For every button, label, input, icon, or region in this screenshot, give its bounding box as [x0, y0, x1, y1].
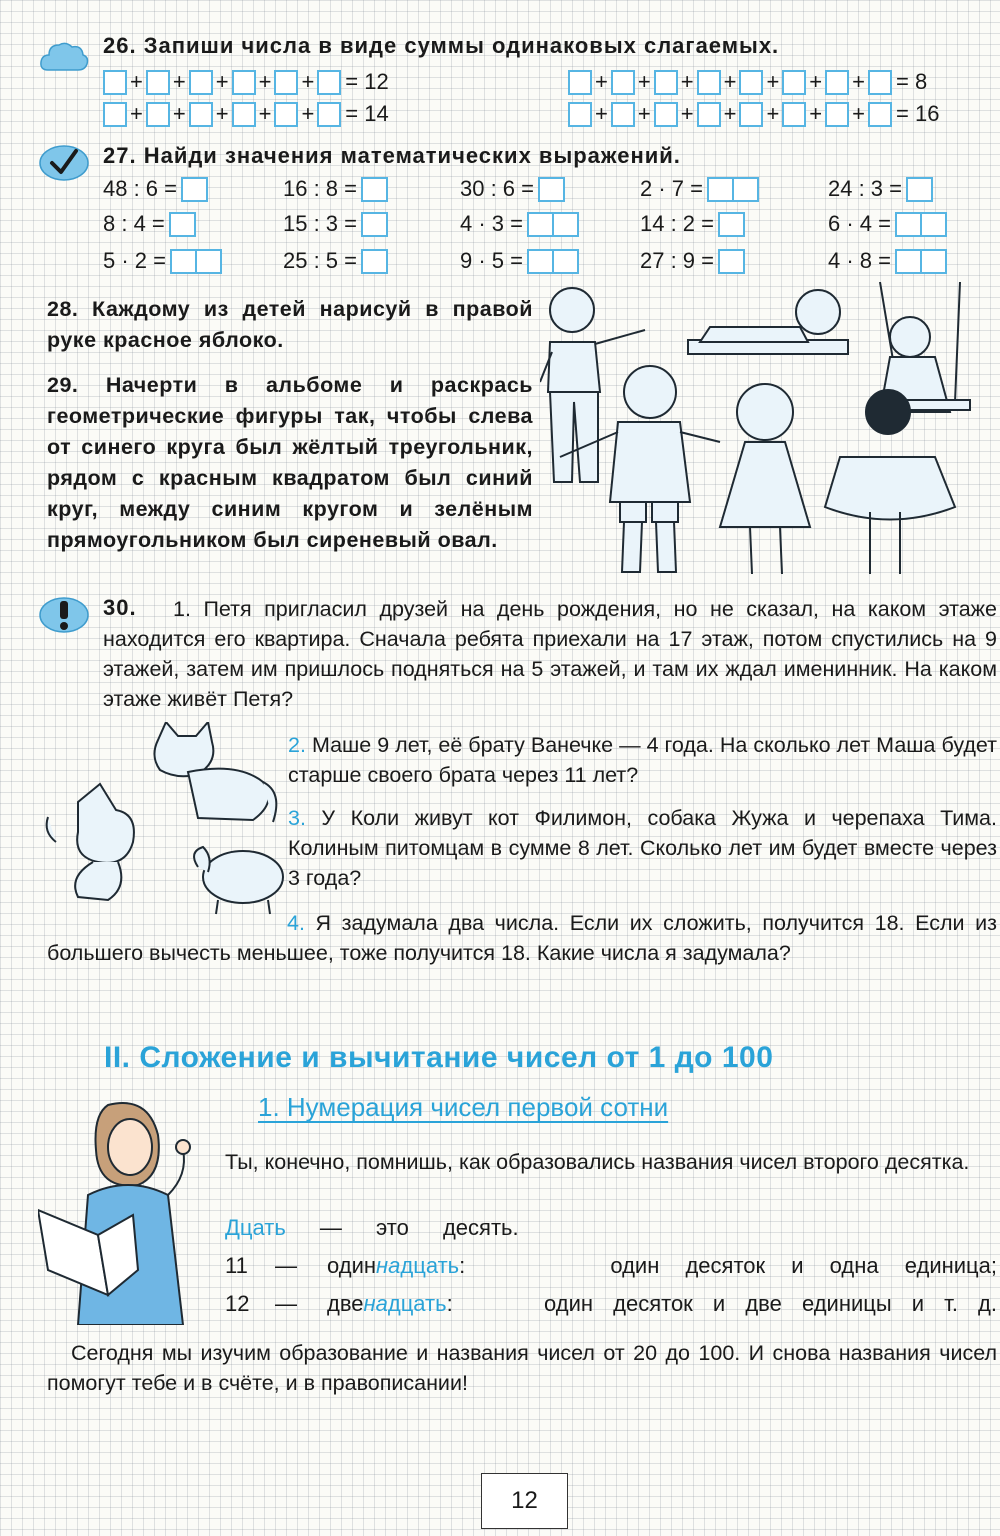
word-11-a: один — [327, 1253, 377, 1278]
plus-sign: + — [215, 69, 229, 94]
answer-box[interactable] — [611, 70, 635, 95]
answer-box[interactable] — [552, 212, 579, 237]
plus-sign: + — [595, 69, 608, 94]
colon-11: : — [459, 1253, 466, 1278]
answer-box[interactable] — [568, 70, 592, 95]
plus-sign: + — [766, 101, 780, 126]
math-expression — [828, 211, 947, 237]
expression-text: 15 : 3 = — [283, 211, 358, 236]
answer-box[interactable] — [782, 102, 806, 127]
answer-box[interactable] — [274, 102, 298, 127]
dcat-line — [225, 1215, 519, 1241]
section-title: II. Сложение и вычитание чисел от 1 до 100 — [104, 1041, 774, 1074]
num-11: 11 — [225, 1253, 248, 1278]
part3-text: У Коли живут кот Филимон, собака Жужа и черепаха Тима. Колиным питомцам в сумме 8 лет. Сколько лет им будет вместе через 3 года? — [288, 806, 997, 890]
answer-box[interactable] — [103, 102, 127, 127]
math-expression — [283, 211, 388, 237]
plus-sign: + — [809, 101, 823, 126]
plus-sign: + — [637, 69, 651, 94]
math-expression — [103, 211, 196, 237]
dcat-rest: — это десять. — [319, 1215, 519, 1240]
desc-11: один десяток и одна единица; — [610, 1253, 997, 1278]
section-subtitle: 1. Нумерация чисел первой сотни — [258, 1092, 669, 1122]
math-expression — [283, 176, 388, 202]
answer-box[interactable] — [782, 70, 806, 95]
plus-sign: + — [766, 69, 780, 94]
task30-part2 — [288, 730, 997, 790]
math-expression — [640, 176, 759, 202]
answer-box[interactable] — [868, 102, 892, 127]
intro-text: Ты, конечно, помнишь, как образовались названия чисел второго десятка. — [225, 1150, 970, 1174]
answer-box[interactable] — [189, 70, 213, 95]
plus-sign: + — [852, 69, 866, 94]
math-expression — [460, 248, 579, 274]
answer-box[interactable] — [361, 177, 388, 202]
plus-sign: + — [130, 69, 143, 94]
sum-result: = 16 — [896, 101, 940, 126]
sum-result: = 12 — [345, 69, 389, 94]
plus-sign: + — [215, 101, 229, 126]
answer-box[interactable] — [654, 70, 678, 95]
math-expression — [460, 176, 565, 202]
task26-title: 26. Запиши числа в виде суммы одинаковых слагаемых. — [103, 33, 780, 58]
math-expression — [103, 248, 222, 274]
word-12-a: две — [327, 1291, 364, 1316]
expression-text: 27 : 9 = — [640, 248, 715, 273]
answer-box[interactable] — [718, 249, 745, 274]
answer-box[interactable] — [189, 102, 213, 127]
answer-box[interactable] — [232, 70, 256, 95]
answer-box[interactable] — [146, 102, 170, 127]
word-11 — [327, 1253, 465, 1279]
task30-part3 — [288, 803, 997, 893]
word-11-b: на — [376, 1253, 401, 1278]
answer-box[interactable] — [920, 249, 947, 274]
sum-result: = 8 — [896, 69, 928, 94]
plus-sign: + — [595, 101, 608, 126]
answer-box[interactable] — [707, 177, 734, 202]
plus-sign: + — [809, 69, 823, 94]
line-11 — [225, 1253, 997, 1279]
answer-box[interactable] — [739, 102, 763, 127]
expression-text: 6 · 4 = — [828, 211, 891, 236]
expression-text: 25 : 5 = — [283, 248, 358, 273]
page-number: 12 — [481, 1473, 568, 1529]
children-illustration — [540, 282, 1000, 582]
expression-text: 30 : 6 = — [460, 176, 535, 201]
math-expression — [640, 248, 745, 274]
part3-number: 3. — [288, 806, 306, 830]
answer-box[interactable] — [527, 249, 554, 274]
word-12 — [327, 1291, 453, 1317]
answer-box[interactable] — [527, 212, 554, 237]
answer-box[interactable] — [732, 177, 759, 202]
plus-sign: + — [258, 69, 272, 94]
plus-sign: + — [637, 101, 651, 126]
dash-12: — — [275, 1291, 297, 1316]
expression-text: 48 : 6 = — [103, 176, 178, 201]
answer-box[interactable] — [317, 102, 341, 127]
sum-row-2 — [103, 99, 389, 129]
num-12: 12 — [225, 1291, 250, 1316]
answer-box[interactable] — [103, 70, 127, 95]
plus-sign: + — [172, 101, 186, 126]
sum-result: = 14 — [345, 101, 389, 126]
part2-text: Маше 9 лет, её брату Ванечке — 4 года. На сколько лет Маша будет старше своего брата через 11 лет? — [288, 733, 997, 787]
task30-part4 — [47, 908, 997, 968]
expression-text: 9 · 5 = — [460, 248, 523, 273]
math-expression — [640, 211, 745, 237]
expression-text: 14 : 2 = — [640, 211, 715, 236]
plus-sign: + — [723, 69, 737, 94]
task30-number: 30. — [103, 595, 137, 620]
pets-illustration — [38, 722, 288, 922]
word-11-c: дцать — [400, 1253, 460, 1278]
sum-row-1 — [103, 67, 389, 97]
answer-box[interactable] — [611, 102, 635, 127]
answer-box[interactable] — [361, 212, 388, 237]
task30-part1: 1. Петя пригласил друзей на день рождения, но не сказал, на каком этаже находится его квартира. Сначала ребята приехали на 17 этаж, потом спустились на 9 этажей, затем им пришлось подняться на 5 этажей, и там их ждал именинник. На каком этаже живёт Петя? — [103, 597, 997, 711]
math-expression — [283, 248, 388, 274]
answer-box[interactable] — [895, 212, 922, 237]
answer-box[interactable] — [317, 70, 341, 95]
answer-box[interactable] — [169, 212, 196, 237]
sum-row-4 — [568, 99, 939, 129]
task28-text: 28. Каждому из детей нарисуй в правой руке красное яблоко. — [47, 297, 533, 352]
answer-box[interactable] — [697, 70, 721, 95]
answer-box[interactable] — [552, 249, 579, 274]
answer-box[interactable] — [920, 212, 947, 237]
answer-box[interactable] — [718, 212, 745, 237]
answer-box[interactable] — [361, 249, 388, 274]
sum-row-3 — [568, 67, 927, 97]
dash-11: — — [275, 1253, 297, 1278]
exclamation-icon — [38, 595, 90, 635]
word-12-b: на — [363, 1291, 388, 1316]
expression-text: 4 · 8 = — [828, 248, 891, 273]
teacher-illustration — [38, 1095, 213, 1325]
answer-box[interactable] — [538, 177, 565, 202]
outro-text: Сегодня мы изучим образование и названия чисел от 20 до 100. И снова названия чисел помогут тебе и в счёте, и в правописании! — [47, 1341, 997, 1395]
checkmark-icon — [38, 143, 90, 183]
cloud-icon — [38, 36, 90, 76]
answer-box[interactable] — [825, 70, 849, 95]
answer-box[interactable] — [274, 70, 298, 95]
plus-sign: + — [680, 101, 694, 126]
answer-box[interactable] — [895, 249, 922, 274]
math-expression — [828, 176, 933, 202]
plus-sign: + — [723, 101, 737, 126]
word-12-c: дцать — [387, 1291, 447, 1316]
dcat-word: Дцать — [225, 1215, 286, 1240]
part4-text: Я задумала два числа. Если их сложить, получится 18. Если из большего вычесть меньшее, тоже получится 18. Какие числа я задумала? — [47, 911, 997, 965]
expression-text: 4 · 3 = — [460, 211, 523, 236]
answer-box[interactable] — [697, 102, 721, 127]
answer-box[interactable] — [181, 177, 208, 202]
part2-number: 2. — [288, 733, 306, 757]
plus-sign: + — [680, 69, 694, 94]
part4-number: 4. — [287, 911, 305, 935]
answer-box[interactable] — [868, 70, 892, 95]
plus-sign: + — [301, 69, 315, 94]
math-expression — [828, 248, 947, 274]
answer-box[interactable] — [568, 102, 592, 127]
math-expression — [103, 176, 208, 202]
answer-box[interactable] — [654, 102, 678, 127]
answer-box[interactable] — [146, 70, 170, 95]
plus-sign: + — [301, 101, 315, 126]
expression-text: 2 · 7 = — [640, 176, 703, 201]
desc-12: один десяток и две единицы и т. д. — [543, 1291, 997, 1316]
answer-box[interactable] — [195, 249, 222, 274]
answer-box[interactable] — [906, 177, 933, 202]
math-expression — [460, 211, 579, 237]
colon-12: : — [446, 1291, 453, 1316]
expression-text: 16 : 8 = — [283, 176, 358, 201]
plus-sign: + — [852, 101, 866, 126]
task29-text: 29. Начерти в альбоме и раскрась геометрические фигуры так, чтобы слева от синего круга был жёлтый треугольник, рядом с красным квадратом был синий круг, между синим кругом и зелёным прямоугольником был сиреневый овал. — [47, 373, 533, 552]
plus-sign: + — [130, 101, 143, 126]
line-12 — [225, 1291, 997, 1317]
plus-sign: + — [258, 101, 272, 126]
task27-title: 27. Найди значения математических выражений. — [103, 143, 681, 168]
plus-sign: + — [172, 69, 186, 94]
answer-box[interactable] — [170, 249, 197, 274]
expression-text: 8 : 4 = — [103, 211, 165, 236]
expression-text: 5 · 2 = — [103, 248, 166, 273]
expression-text: 24 : 3 = — [828, 176, 903, 201]
answer-box[interactable] — [825, 102, 849, 127]
answer-box[interactable] — [739, 70, 763, 95]
answer-box[interactable] — [232, 102, 256, 127]
